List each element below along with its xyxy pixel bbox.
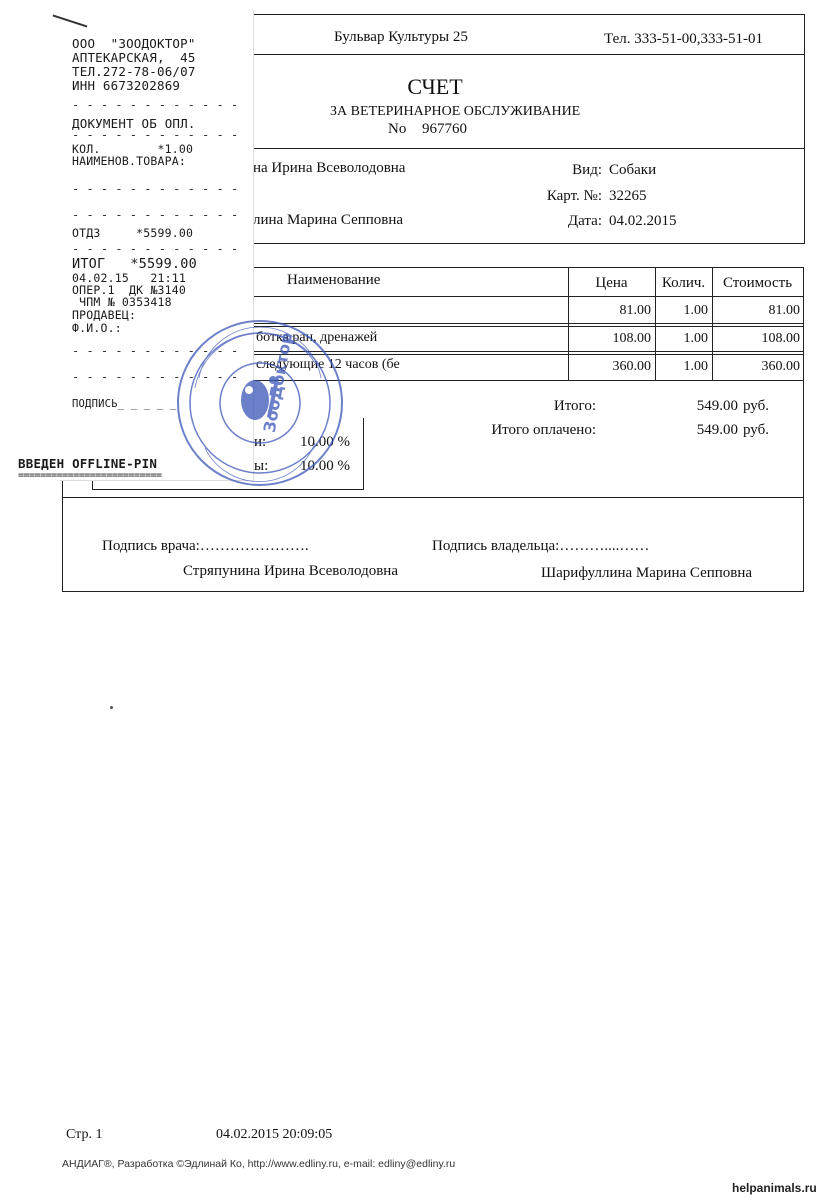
invoice-number-label: No bbox=[388, 121, 407, 137]
receipt-address: АПТЕКАРСКАЯ, 45 bbox=[72, 50, 196, 65]
invoice-title: СЧЕТ bbox=[407, 74, 463, 99]
signatures-bottom bbox=[62, 591, 804, 592]
receipt-fio: Ф.И.О.: bbox=[72, 321, 122, 335]
receipt-qty: КОЛ. *1.00 bbox=[72, 142, 194, 156]
kind-label: Вид: bbox=[572, 162, 602, 178]
invoice-subtitle: ЗА ВЕТЕРИНАРНОЕ ОБСЛУЖИВАНИЕ bbox=[330, 104, 581, 119]
invoice-number: 967760 bbox=[422, 121, 467, 137]
row-price: 81.00 bbox=[619, 303, 651, 318]
print-datetime: 04.02.2015 20:09:05 bbox=[216, 1127, 333, 1142]
row-price: 360.00 bbox=[612, 359, 651, 374]
col-header-price: Цена bbox=[595, 275, 628, 291]
receipt-separator: - - - - - - - - - - - - bbox=[72, 370, 239, 384]
receipt-phone: ТЕЛ.272-78-06/07 bbox=[72, 64, 196, 79]
owner-name-partial: лина Марина Сепповна bbox=[253, 212, 404, 228]
stamp-name: ЗооДоктор bbox=[259, 330, 297, 434]
date-value: 04.02.2015 bbox=[609, 213, 677, 229]
col-header-cost: Стоимость bbox=[722, 275, 793, 291]
paid-unit: руб. bbox=[743, 422, 769, 438]
discount-2-suffix: ы: bbox=[254, 458, 269, 474]
receipt-doc-title: ДОКУМЕНТ ОБ ОПЛ. bbox=[72, 116, 196, 131]
doctor-signature-label: Подпись врача:…………………. bbox=[102, 538, 309, 554]
receipt-separator: - - - - - - - - - - - - bbox=[72, 208, 239, 222]
date-label: Дата: bbox=[567, 213, 602, 229]
row-qty: 1.00 bbox=[683, 359, 708, 374]
row-cost: 360.00 bbox=[761, 359, 800, 374]
card-value: 32265 bbox=[609, 188, 647, 204]
clinic-address: Бульвар Культуры 25 bbox=[334, 29, 468, 45]
kind-value: Собаки bbox=[609, 162, 657, 178]
receipt-seller: ПРОДАВЕЦ: bbox=[72, 308, 137, 322]
receipt-tear-mark bbox=[53, 14, 88, 27]
row-cost: 81.00 bbox=[768, 303, 800, 318]
totals-divider bbox=[62, 497, 804, 498]
receipt-separator: - - - - - - - - - - - - bbox=[72, 242, 239, 256]
receipt-separator: - - - - - - - - - - - - bbox=[72, 98, 239, 112]
owner-full-name: Шарифуллина Марина Сепповна bbox=[541, 565, 753, 581]
discount-2-value: 10.00 % bbox=[300, 458, 350, 474]
invoice-header-box bbox=[250, 14, 805, 244]
col-header-name: Наименование bbox=[287, 272, 381, 288]
receipt-dept: ОТДЗ *5599.00 bbox=[72, 226, 194, 240]
row-qty: 1.00 bbox=[683, 331, 708, 346]
total-value: 549.00 bbox=[696, 398, 738, 414]
clinic-stamp bbox=[175, 318, 345, 488]
paid-value: 549.00 bbox=[696, 422, 738, 438]
card-label: Карт. №: bbox=[546, 188, 602, 204]
doctor-full-name: Стряпунина Ирина Всеволодовна bbox=[183, 563, 398, 579]
receipt-total: ИТОГ *5599.00 bbox=[72, 256, 197, 272]
title-divider bbox=[250, 148, 805, 149]
clinic-phone: Тел. 333-51-00,333-51-01 bbox=[604, 31, 763, 47]
doctor-name-partial: на Ирина Всеволодовна bbox=[253, 160, 406, 176]
total-label: Итого: bbox=[553, 398, 596, 414]
receipt-offline-pin: ВВЕДЕН OFFLINE-PIN bbox=[18, 456, 161, 471]
discount-1-value: 10.00 % bbox=[300, 434, 350, 450]
software-credits: АНДИАГ®, Разработка ©Эдлинай Ко, http://www.edliny.ru, e-mail: edliny@edliny.ru bbox=[62, 1158, 456, 1170]
receipt-fiscal: ЧПМ № 0353418 bbox=[72, 295, 172, 309]
receipt-goods: НАИМЕНОВ.ТОВАРА: bbox=[72, 154, 186, 168]
receipt-inn: ИНН 6673202869 bbox=[72, 78, 181, 93]
receipt-date: 04.02.15 21:11 bbox=[72, 271, 186, 285]
receipt-separator: - - - - - - - - - - - - bbox=[72, 128, 239, 142]
row-name: следующие 12 часов (бе bbox=[256, 357, 400, 372]
receipt-company: ООО "ЗООДОКТОР" bbox=[72, 36, 196, 51]
total-unit: руб. bbox=[743, 398, 769, 414]
header-divider bbox=[250, 54, 805, 55]
receipt-separator: - - - - - - - - - - - - bbox=[72, 344, 239, 358]
receipt-separator: - - - - - - - - - - - - bbox=[72, 182, 239, 196]
row-cost: 108.00 bbox=[761, 331, 800, 346]
row-qty: 1.00 bbox=[683, 303, 708, 318]
paid-label: Итого оплачено: bbox=[491, 422, 596, 438]
receipt-equals: ========================== bbox=[18, 470, 162, 481]
owner-signature-label: Подпись владельца:………....…… bbox=[432, 538, 650, 554]
totals-right-border bbox=[803, 380, 804, 592]
row-name: ботка ран, дренажей bbox=[256, 330, 378, 345]
site-watermark: helpanimals.ru bbox=[732, 1181, 817, 1195]
row-price: 108.00 bbox=[612, 331, 651, 346]
col-header-qty: Колич. bbox=[661, 275, 706, 291]
discount-1-suffix: и: bbox=[254, 434, 267, 450]
receipt-operator: ОПЕР.1 ДК №3140 bbox=[72, 283, 186, 297]
receipt-signature: ПОДПИСЬ_ _ _ _ _ bbox=[72, 398, 177, 410]
scan-dot bbox=[110, 706, 113, 709]
page-number: Стр. 1 bbox=[66, 1127, 103, 1142]
